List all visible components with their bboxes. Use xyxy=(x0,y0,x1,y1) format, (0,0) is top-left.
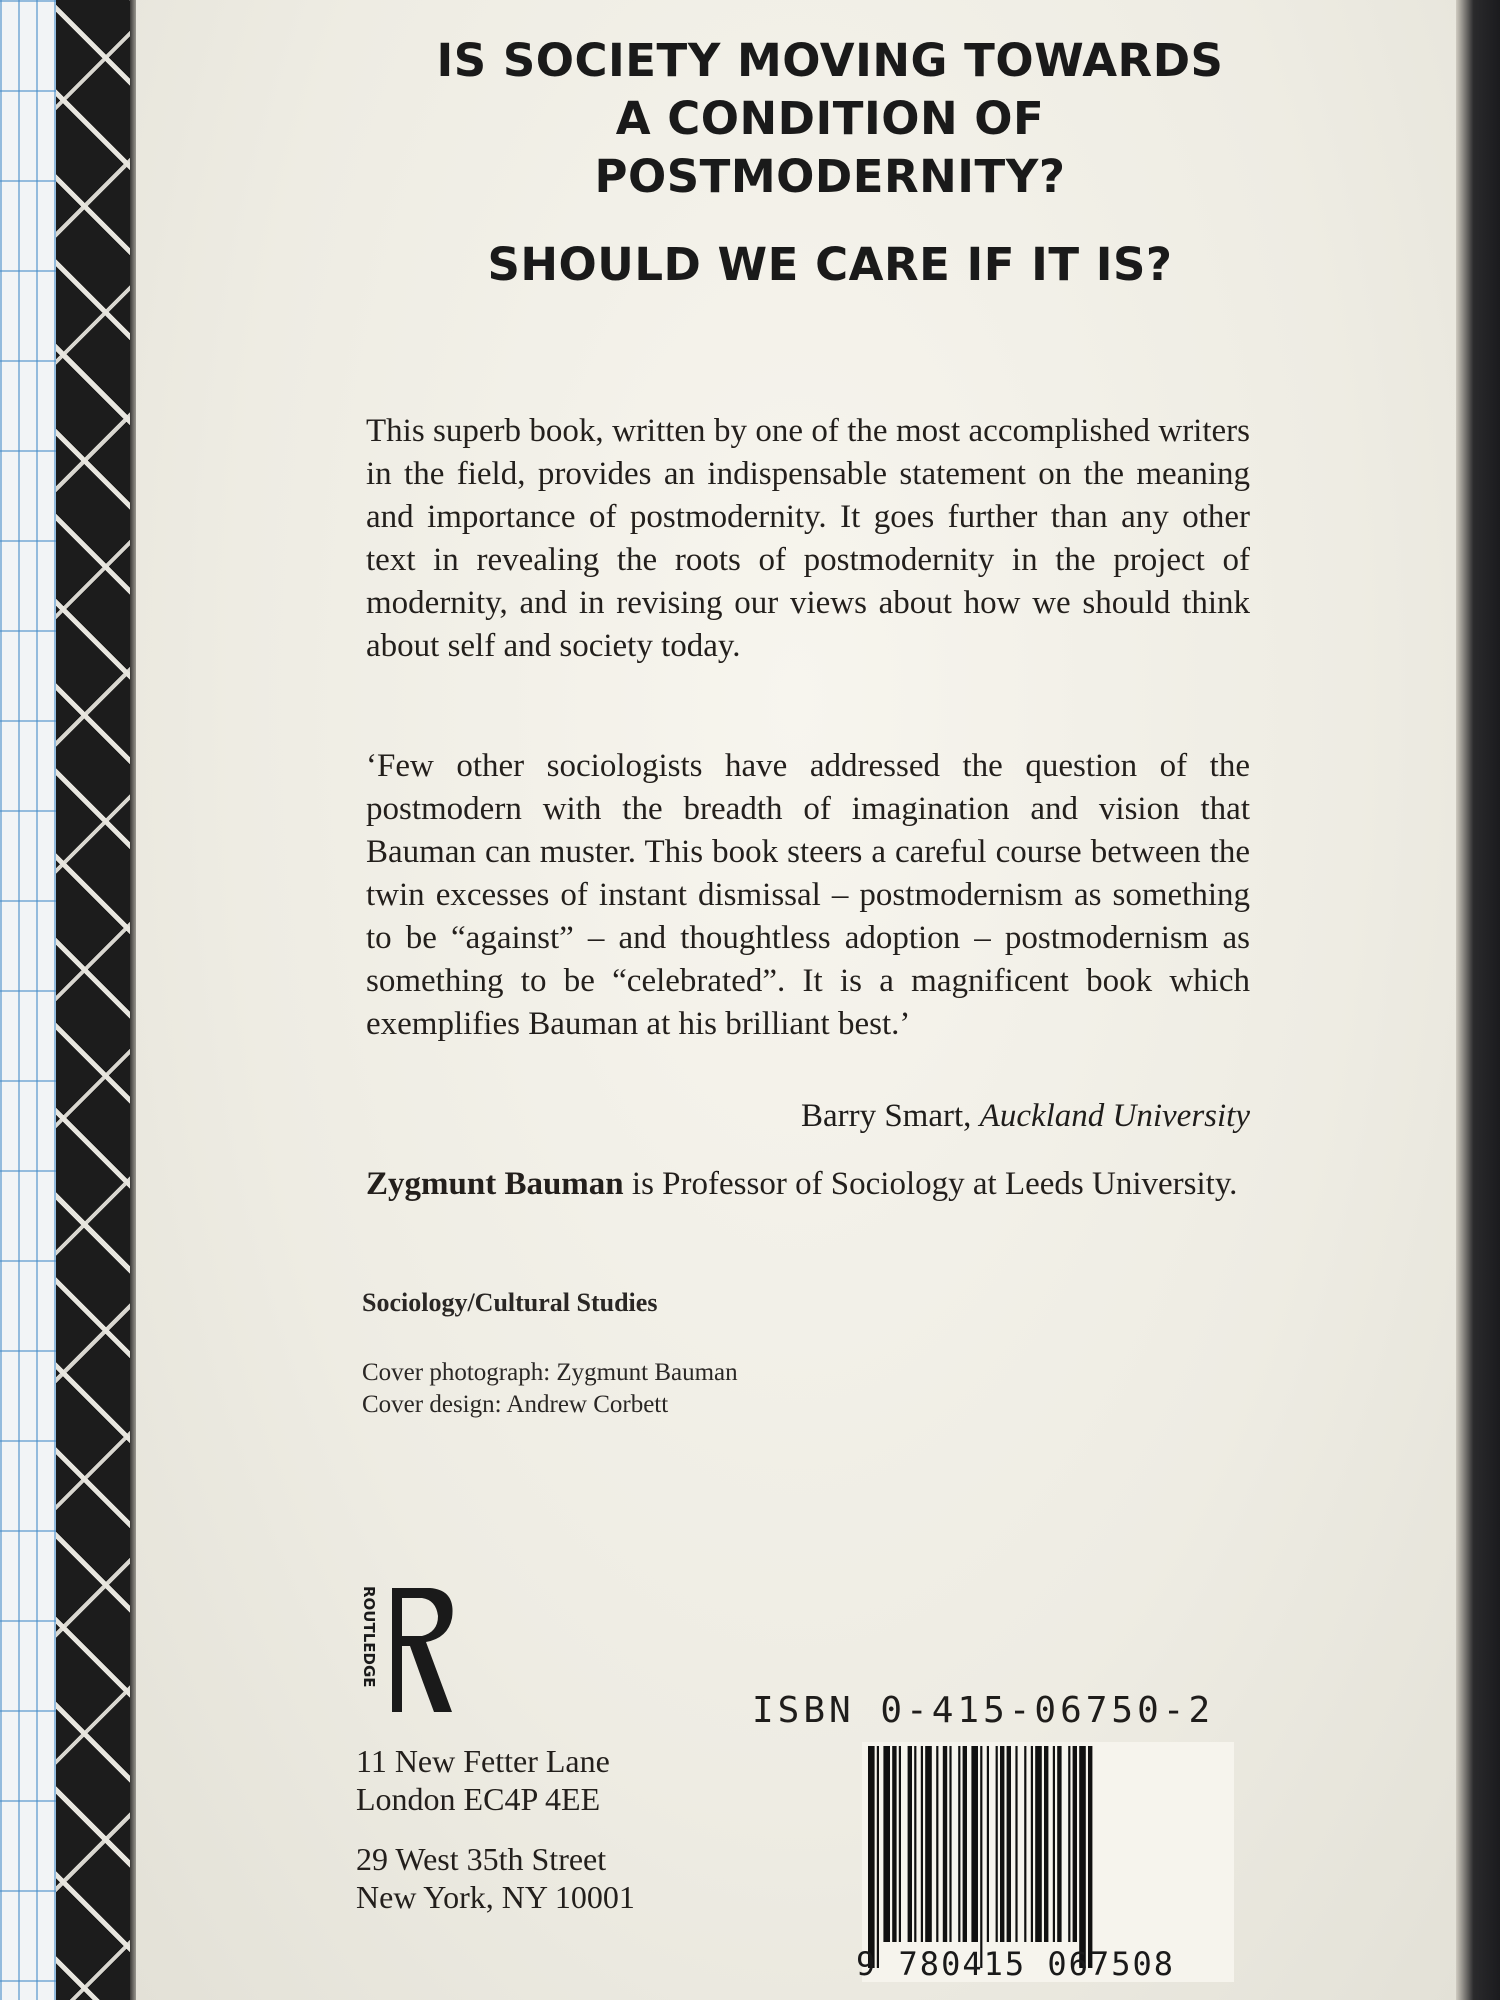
barcode-bar xyxy=(1015,1746,1017,1942)
heading-line: IS SOCIETY MOVING TOWARDS xyxy=(436,34,1224,87)
barcode-bar xyxy=(1057,1746,1061,1942)
address-us xyxy=(356,1840,635,1916)
barcode-digits: 9 780415 067508 xyxy=(856,1945,1175,1983)
routledge-logo-text: ROUTLEDGE xyxy=(360,1586,378,1688)
barcode-bar xyxy=(1007,1746,1011,1942)
subject-category: Sociology/Cultural Studies xyxy=(362,1288,658,1317)
author-bio xyxy=(366,1163,1250,1206)
heading-line: POSTMODERNITY? xyxy=(594,150,1066,203)
barcode-bar xyxy=(899,1746,901,1942)
barcode-bar xyxy=(914,1746,916,1942)
attribution-affiliation: Auckland University xyxy=(979,1098,1250,1134)
isbn-number: ISBN 0-415-06750-2 xyxy=(752,1690,1215,1731)
barcode-bar xyxy=(943,1746,947,1942)
barcode-bar xyxy=(949,1746,951,1942)
address-line: New York, NY 10001 xyxy=(356,1879,635,1915)
barcode-bar xyxy=(963,1746,967,1942)
barcode-bar xyxy=(868,1746,875,1968)
barcode-bar xyxy=(1079,1746,1086,1968)
barcode-bar xyxy=(1088,1746,1092,1968)
address-line: 29 West 35th Street xyxy=(356,1841,607,1877)
barcode-bar xyxy=(936,1746,938,1942)
barcode-bar xyxy=(971,1746,978,1942)
barcode-bar xyxy=(892,1746,896,1942)
address-uk xyxy=(356,1742,610,1818)
heading-line: A CONDITION OF xyxy=(615,92,1045,145)
barcode-bar xyxy=(980,1746,982,1968)
barcode-bar xyxy=(921,1746,923,1942)
subheading: SHOULD WE CARE IF IT IS? xyxy=(487,238,1173,291)
barcode-bar xyxy=(883,1746,890,1942)
barcode-bar xyxy=(1024,1746,1026,1942)
barcode-bar xyxy=(908,1746,912,1942)
barcode-bar xyxy=(1035,1746,1042,1942)
author-name: Zygmunt Bauman xyxy=(366,1166,624,1202)
routledge-r-icon xyxy=(392,1588,453,1712)
patterned-spine xyxy=(56,0,132,2000)
quote-attribution xyxy=(366,1098,1250,1135)
barcode-bar xyxy=(996,1746,998,1942)
barcode-bar xyxy=(958,1746,960,1942)
barcode-bar xyxy=(1044,1746,1048,1942)
barcode-bar xyxy=(987,1746,989,1942)
main-heading xyxy=(340,32,1320,206)
barcode-bar xyxy=(1031,1746,1033,1942)
barcode-bar xyxy=(1000,1746,1004,1942)
review-quote: ‘Few other sociologists have addressed the question of the postmodern with the breadth of imagination and vision that Bauman can muster. This book steers a careful course between the twin excesses of instant dismissal – postmodernism as something to be “against” – and thoughtless adoption – postmodernism as something to be “celebrated”. It is a magnificent book which exemplifies Bauman at his brilliant best.’ xyxy=(366,748,1250,1042)
barcode-bar xyxy=(1073,1746,1077,1942)
barcode-bar xyxy=(925,1746,932,1942)
blurb-paragraph: This superb book, written by one of the most accomplished writers in the field, provides an indispensable statement on the meaning and importance of postmodernity. It goes further than any other text in revealing the roots of postmodernity in the project of modernity, and in revising our views about how we should think about self and society today. xyxy=(366,413,1250,664)
barcode-bar xyxy=(1068,1746,1070,1942)
cover-right-edge xyxy=(1456,0,1500,2000)
barcode-bar xyxy=(877,1746,879,1968)
address-line: London EC4P 4EE xyxy=(356,1781,601,1817)
author-bio-text: is Professor of Sociology at Leeds University. xyxy=(631,1166,1238,1202)
routledge-logo xyxy=(352,1580,462,1720)
cover-credits xyxy=(362,1357,738,1421)
address-line: 11 New Fetter Lane xyxy=(356,1743,610,1779)
attribution-name: Barry Smart, xyxy=(800,1098,972,1134)
credit-design: Cover design: Andrew Corbett xyxy=(362,1391,669,1418)
barcode-bar xyxy=(1053,1746,1055,1942)
credit-photo: Cover photograph: Zygmunt Bauman xyxy=(362,1359,738,1386)
